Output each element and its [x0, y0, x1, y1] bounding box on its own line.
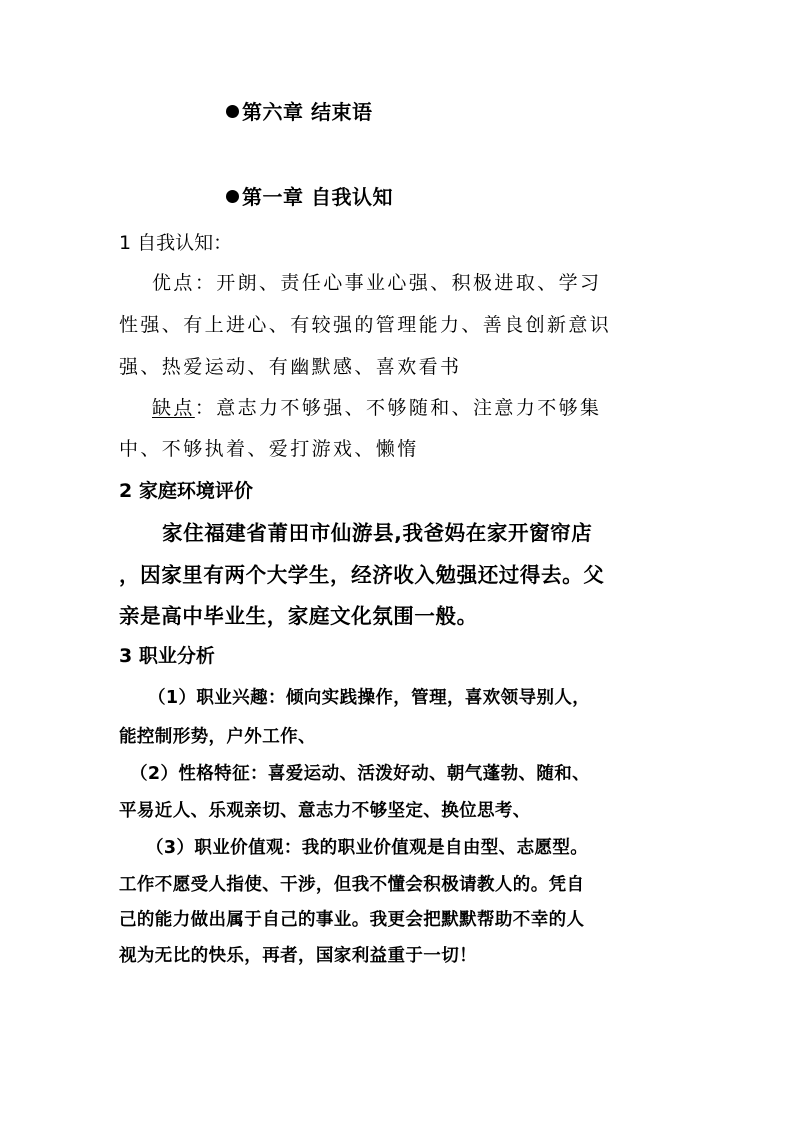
career-interest-line-1: （1）职业兴趣：倾向实践操作，管理，喜欢领导别人，: [148, 688, 591, 708]
values-line-3: 己的能力做出属于自己的事业。我更会把默默帮助不幸的人: [119, 910, 585, 930]
personality-line-2: 平易近人、乐观亲切、意志力不够坚定、换位思考、: [119, 801, 531, 821]
section-1-title: 1 自我认知：: [119, 232, 233, 254]
chapter-6-heading: [226, 96, 372, 125]
values-line-4: 视为无比的快乐，再者，国家利益重于一切！: [119, 946, 477, 966]
bullet-icon: [226, 105, 239, 118]
personality-line-1: （2）性格特征：喜爱运动、活泼好动、朝气蓬勃、随和、: [130, 764, 591, 784]
section-2-title: 2 家庭环境评价: [119, 480, 253, 502]
strengths-text: ：开朗、责任心事业心强、积极进取、学习: [194, 272, 602, 294]
weaknesses-label: 缺点: [152, 397, 195, 419]
weaknesses-text: ：意志力不够强、不够随和、注意力不够集: [194, 397, 602, 419]
career-interest-line-2: 能控制形势，户外工作、: [119, 727, 316, 747]
weaknesses-line-2: 中、不够执着、爱打游戏、懒惰: [119, 438, 419, 460]
family-line-3: 亲是高中毕业生，家庭文化氛围一般。: [119, 604, 478, 628]
section-3-title: 3 职业分析: [119, 645, 215, 667]
values-line-2: 工作不愿受人指使、干涉，但我不懂会积极请教人的。凭自: [119, 875, 585, 895]
strengths-line-2: 性强、有上进心、有较强的管理能力、善良创新意识: [119, 314, 612, 336]
family-line-1: 家住福建省莆田市仙游县,我爸妈在家开窗帘店: [162, 521, 593, 545]
chapter-1-heading: [226, 181, 393, 210]
strengths-label: 优点: [152, 272, 195, 294]
values-line-1: （3）职业价值观：我的职业价值观是自由型、志愿型。: [146, 838, 589, 858]
family-line-2: ，因家里有两个大学生，经济收入勉强还过得去。父: [119, 563, 605, 587]
weaknesses-line-1: [152, 393, 601, 420]
strengths-line-3: 强、热爱运动、有幽默感、喜欢看书: [119, 356, 462, 378]
chapter-1-title: 第一章 自我认知: [242, 185, 393, 209]
chapter-6-title: 第六章 结束语: [242, 100, 373, 124]
bullet-icon: [226, 190, 239, 203]
strengths-line-1: [152, 268, 601, 295]
